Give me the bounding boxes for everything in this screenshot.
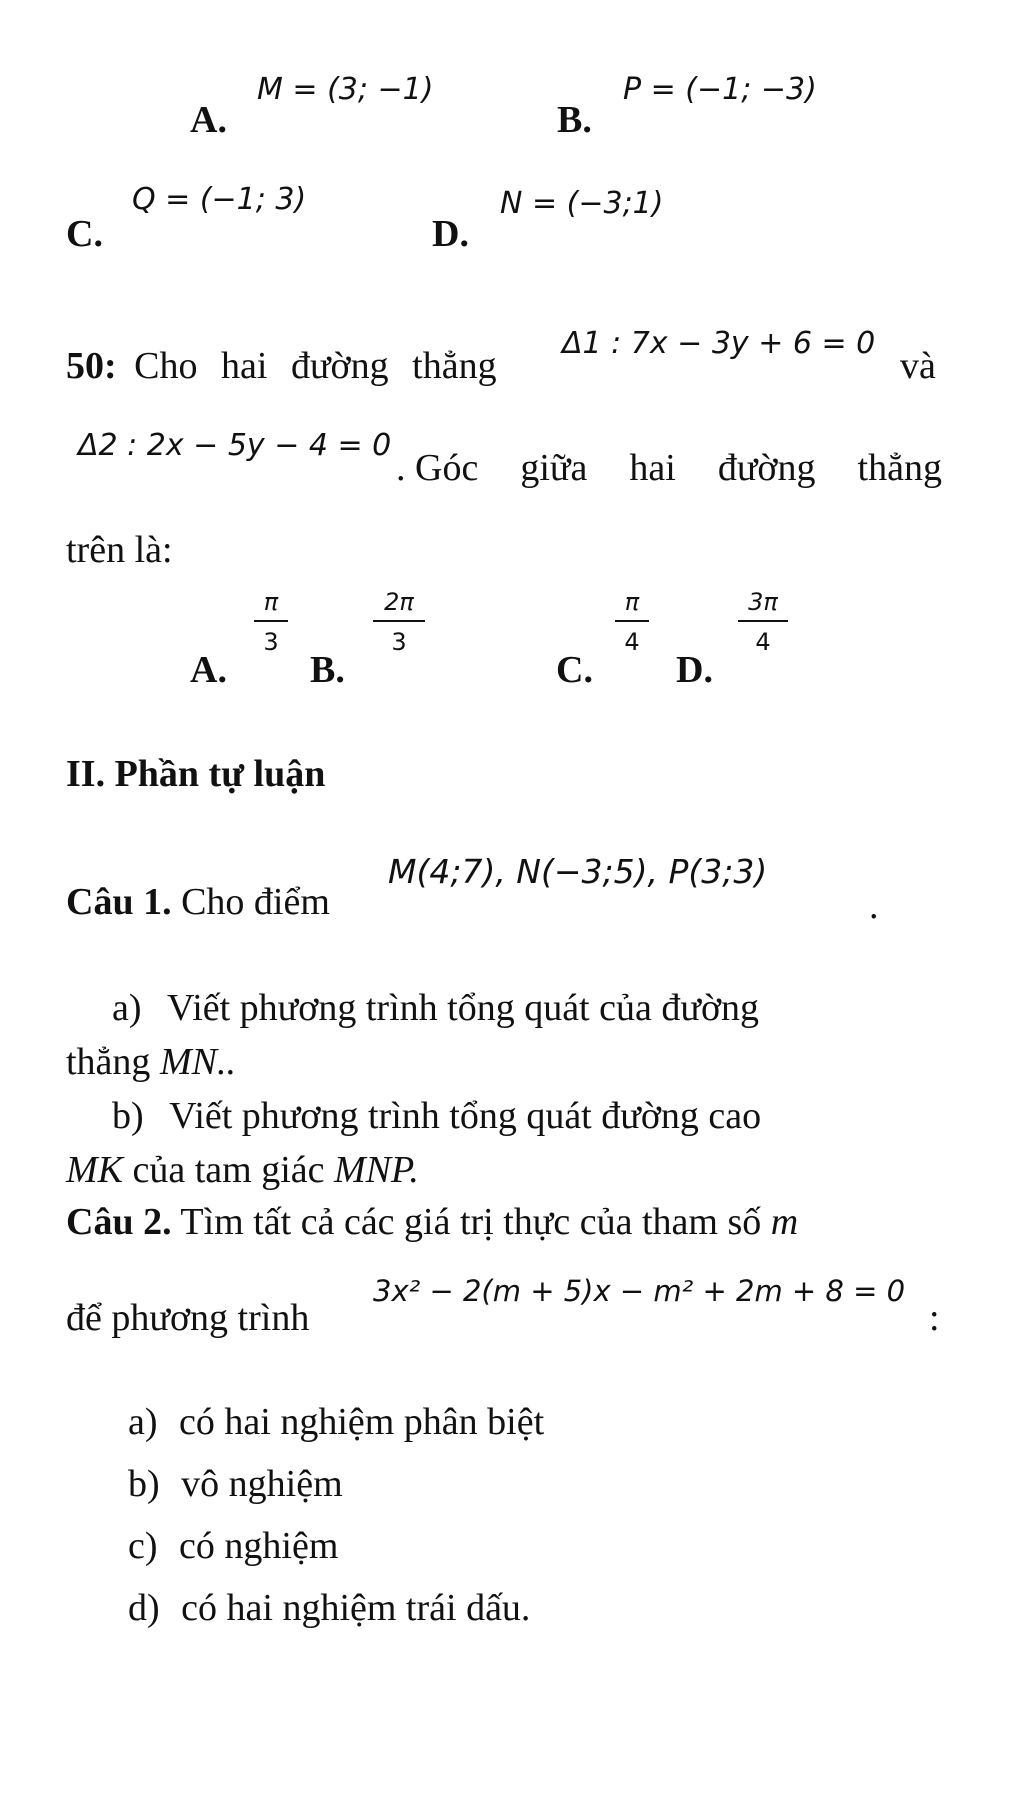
cau1-item-b-line2 (66, 1148, 419, 1192)
cau2-item-text: có hai nghiệm phân biệt (179, 1401, 545, 1443)
q50-tail-word: đường (717, 447, 816, 489)
q50-option-c-fraction (615, 588, 649, 656)
q50-line1-math: Δ1 : 7x − 3y + 6 = 0 (562, 326, 876, 361)
q50-tail-word: hai (629, 447, 676, 489)
q50-word: đường (290, 345, 389, 387)
fraction-denominator: 4 (755, 628, 771, 656)
fraction-numerator: 2π (373, 588, 425, 622)
cau2-item (128, 1462, 343, 1506)
cau1-item-b-mnp: MNP. (334, 1149, 419, 1191)
fraction-numerator: π (615, 588, 649, 622)
fraction-denominator: 3 (391, 628, 407, 656)
cau2-item-text: vô nghiệm (181, 1463, 343, 1505)
q50-and: và (900, 345, 936, 387)
section-heading: II. Phần tự luận (66, 753, 326, 795)
q50-intro (66, 344, 497, 388)
q50-tail-line2: trên là: (66, 529, 173, 571)
cau1-points-math: M(4;7), N(−3;5), P(3;3) (388, 852, 768, 891)
q50-option-b-label: B. (310, 649, 345, 691)
q50-word: hai (221, 345, 268, 387)
q50-option-d-fraction (738, 588, 788, 656)
cau1-item-b-text2: của tam giác (132, 1149, 325, 1191)
cau1-item-a-line2 (66, 1040, 236, 1084)
q49-option-d-math: N = (−3;1) (500, 186, 664, 221)
cau1-item-b-text: Viết phương trình tổng quát đường cao (169, 1095, 762, 1137)
q50-tail-word: giữa (520, 447, 588, 489)
cau2-item-text: có nghiệm (179, 1525, 339, 1567)
cau2-colon: : (929, 1297, 940, 1339)
cau1-item-a-mn: MN.. (159, 1041, 236, 1083)
q50-word: Cho (134, 345, 198, 387)
cau1-item-a-text: Viết phương trình tổng quát của đường (167, 987, 760, 1029)
cau2-item (128, 1586, 530, 1630)
cau1-item-b-mk: MK (66, 1149, 123, 1191)
fraction-numerator: π (254, 588, 288, 622)
cau2-equation-math: 3x² − 2(m + 5)x − m² + 2m + 8 = 0 (373, 1274, 906, 1308)
cau2-label: Câu 2. (66, 1201, 172, 1243)
fraction-numerator: 3π (738, 588, 788, 622)
list-marker: c) (128, 1525, 158, 1567)
q50-tail-word: thẳng (857, 447, 942, 489)
q50-tail-word: . Góc (396, 447, 479, 489)
q49-option-a-math: M = (3; −1) (257, 72, 434, 107)
cau2-item (128, 1400, 544, 1444)
cau1-text: Cho điểm (181, 881, 330, 923)
list-marker: a) (112, 987, 142, 1029)
q50-option-c-label: C. (556, 649, 593, 691)
list-marker: b) (128, 1463, 160, 1505)
cau1-label: Câu 1. (66, 881, 172, 923)
fraction-denominator: 4 (624, 628, 640, 656)
list-marker: d) (128, 1587, 160, 1629)
cau1-item-b (112, 1094, 761, 1138)
q49-option-c-math: Q = (−1; 3) (132, 182, 307, 217)
fraction-denominator: 3 (263, 628, 279, 656)
q50-tail (396, 446, 942, 490)
q50-option-a-fraction (254, 588, 288, 656)
q50-option-b-fraction (373, 588, 425, 656)
cau2-item-text: có hai nghiệm trái dấu. (181, 1587, 531, 1629)
cau2-text: Tìm tất cả các giá trị thực của tham số (180, 1201, 762, 1243)
q49-option-b-label: B. (557, 99, 592, 141)
cau2-text2: để phương trình (66, 1297, 310, 1339)
q49-option-b-math: P = (−1; −3) (623, 72, 817, 107)
cau2-intro (66, 1200, 798, 1244)
q50-option-a-label: A. (190, 649, 227, 691)
q50-word: thẳng (412, 345, 497, 387)
q50-line2-math: Δ2 : 2x − 5y − 4 = 0 (78, 428, 392, 463)
cau2-m: m (770, 1201, 799, 1243)
cau1-intro (66, 880, 330, 924)
list-marker: b) (112, 1095, 144, 1137)
cau1-item-a-text2: thẳng (66, 1041, 151, 1083)
q49-option-d-label: D. (432, 213, 469, 255)
q50-option-d-label: D. (676, 649, 713, 691)
q49-option-a-label: A. (190, 99, 227, 141)
cau2-item (128, 1524, 338, 1568)
cau1-period: . (869, 885, 879, 927)
q50-number: 50: (66, 345, 117, 387)
list-marker: a) (128, 1401, 158, 1443)
q49-option-c-label: C. (66, 213, 103, 255)
cau1-item-a (112, 986, 759, 1030)
